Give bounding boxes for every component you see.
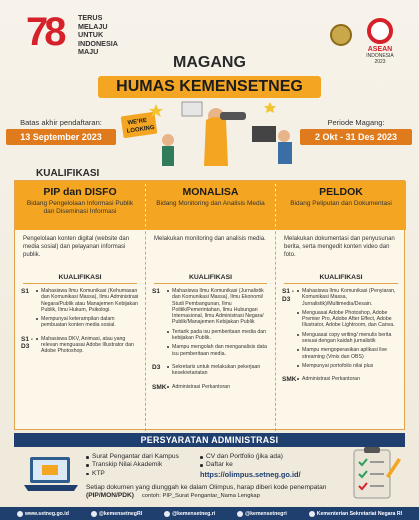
footer-text: @kemensetneg.ri bbox=[172, 510, 216, 517]
column-name: PIP dan DISFO bbox=[43, 186, 117, 198]
column-desc: Melakukan dokumentasi dan penyusunan berita, serta mengedit konten video dan foto. bbox=[284, 236, 395, 258]
olimpus-link[interactable]: https://olimpus.setneg.go.id/ bbox=[200, 469, 301, 479]
twitter-icon bbox=[91, 511, 97, 517]
level-label: S1 - D3 bbox=[282, 288, 294, 303]
asean-title: ASEAN bbox=[367, 46, 393, 53]
footer-text: Kementerian Sekretariat Negara RI bbox=[316, 510, 403, 517]
note-code: (PIP/MON/PDK) bbox=[86, 492, 134, 499]
list-item: Mahasiswa Ilmu Komunikasi (Penyiaran, Komunikasi Massa, Jurnalistik)/Multimedia/Desain. bbox=[296, 288, 400, 307]
footer-tiktok[interactable] bbox=[237, 511, 287, 517]
sign-text: WE'RE bbox=[127, 117, 148, 127]
upload-note bbox=[86, 484, 341, 500]
footer-instagram[interactable] bbox=[164, 511, 215, 517]
list-item: Mahasiswa Ilmu Komunikasi (Jurnalistik dan Komunikasi Massa), Ilmu Ekonomi/ Studi Pembangunan, Ilmu Politik/Pemerintahan, Ilmu Hubungan Internasional, Ilmu Administrasi Negara/ Publik/Manajemen Kebijakan Publik bbox=[166, 288, 269, 326]
footer-text: @kemensetnegRI bbox=[98, 510, 143, 517]
list-item: Administrasi Perkantoran bbox=[166, 384, 269, 390]
deadline-value: 13 September 2023 bbox=[6, 129, 116, 145]
asean-year: 2023 bbox=[374, 59, 386, 65]
deadline-label: Batas akhir pendaftaran: bbox=[20, 118, 102, 127]
list-item: Mampu mengoperasikan aplikasi live streaming (Vmix dan OBS) bbox=[296, 347, 400, 360]
column-pip-disfo bbox=[15, 181, 146, 431]
requirement-item: CV dan Portfolio (jika ada) bbox=[200, 453, 301, 461]
person-head-icon bbox=[278, 130, 290, 142]
deadline bbox=[6, 118, 116, 145]
level-block bbox=[146, 380, 275, 393]
column-header bbox=[276, 181, 406, 230]
column-sub: Bidang Monitoring dan Analisis Media bbox=[156, 200, 265, 207]
column-name: PELDOK bbox=[319, 186, 363, 198]
column-sub: Bidang Peliputan dan Dokumentasi bbox=[290, 200, 392, 207]
footer-bar bbox=[0, 507, 419, 520]
sign-text: LOOKING bbox=[126, 124, 155, 135]
tiktok-icon bbox=[237, 511, 243, 517]
column-header bbox=[15, 181, 145, 230]
period-value: 2 Okt - 31 Des 2023 bbox=[300, 129, 412, 145]
list-item: Mempunyai portofolio nilai plus bbox=[296, 363, 400, 369]
requirement-item: KTP bbox=[86, 470, 179, 478]
level-label: D3 bbox=[152, 363, 161, 371]
persyaratan-heading: PERSYARATAN ADMINISTRASI bbox=[14, 433, 405, 447]
footer-twitter[interactable] bbox=[91, 511, 142, 517]
kualifikasi-heading: KUALIFIKASI bbox=[36, 168, 100, 179]
period bbox=[300, 118, 412, 145]
list-item: Mahasiswa DKV, Animasi, atau yang relevan menguasai Adobe Illustrator dan Adobe Photoshop. bbox=[35, 336, 139, 355]
list-item: Tertarik pada isu pemberitaan media dan kebijakan Publik. bbox=[166, 329, 269, 342]
garuda-emblem-icon bbox=[330, 24, 352, 46]
column-name: MONALISA bbox=[182, 186, 239, 198]
requirements-left bbox=[86, 453, 179, 478]
period-label: Periode Magang: bbox=[327, 118, 385, 127]
star-icon bbox=[264, 102, 276, 113]
person-body-icon bbox=[162, 146, 174, 166]
level-block bbox=[276, 372, 406, 385]
level-label: S1 bbox=[21, 288, 29, 295]
tagline-line: UNTUK bbox=[78, 30, 104, 40]
requirement-item: Transkip Nilai Akademik bbox=[86, 461, 179, 469]
requirements-right bbox=[200, 453, 301, 479]
list-item: Mahasiswa Ilmu Komunikasi (Kehumasan dan Komunikasi Massa), Ilmu Administrasi Negara/Publik atau Manajemen Kebijakan Publik, Ilmu Hukum, Psikologi. bbox=[35, 288, 139, 313]
column-header bbox=[146, 181, 275, 230]
list-item: Menguasai Adobe Photoshop, Adobe Premier Pro, Adobe After Effect, Adobe Illustrator, Adobe Lightroom, dan Canva. bbox=[296, 310, 400, 329]
level-block bbox=[15, 332, 145, 358]
level-label: S1 - D3 bbox=[21, 335, 33, 351]
checklist-clipboard-icon bbox=[340, 446, 402, 502]
binoculars-icon bbox=[220, 112, 246, 120]
list-item: Mempunyai keterampilan dalam pembuatan konten media sosial. bbox=[35, 316, 139, 329]
person-body-icon bbox=[204, 117, 228, 166]
column-monalisa bbox=[146, 181, 276, 431]
list-item: Mampu mengolah dan menganalisis data isu pemberitaan media. bbox=[166, 344, 269, 357]
kualifikasi-grid bbox=[14, 180, 405, 430]
requirement-item: Daftar ke bbox=[200, 461, 301, 469]
column-sub: Bidang Pengelolaan Informasi Publik dan Diseminasi Informasi bbox=[26, 200, 134, 215]
globe-icon bbox=[17, 511, 23, 517]
person-body-icon bbox=[278, 142, 292, 164]
logo-78: 78 bbox=[26, 10, 63, 54]
instagram-icon bbox=[164, 511, 170, 517]
tagline-line: INDONESIA bbox=[78, 38, 118, 48]
level-label: S1 bbox=[152, 288, 160, 295]
monitor-icon bbox=[252, 126, 276, 142]
person-head-icon bbox=[162, 134, 174, 146]
column-peldok bbox=[276, 181, 406, 431]
laptop-icon bbox=[22, 451, 80, 499]
list-item: Administrasi Perkantoran bbox=[296, 376, 400, 382]
title-humas: HUMAS KEMENSETNEG bbox=[98, 76, 321, 98]
tagline-line: MAJU bbox=[78, 47, 99, 57]
list-item: Sekretaris untuk melakukan pekerjaan kesekretariatan bbox=[166, 364, 269, 377]
title-magang: MAGANG bbox=[173, 54, 246, 71]
column-desc: Melakukan monitoring dan analisis media. bbox=[154, 236, 266, 242]
tagline bbox=[78, 14, 148, 57]
footer-text: @kemensetnegri bbox=[245, 510, 287, 517]
level-block bbox=[146, 360, 275, 380]
kualifikasi-subheading: KUALIFIKASI bbox=[154, 274, 267, 284]
level-label: SMK bbox=[282, 376, 297, 384]
kualifikasi-subheading: KUALIFIKASI bbox=[284, 274, 398, 284]
asean-ring-icon bbox=[367, 18, 393, 44]
note-text: Setiap dokumen yang diunggah ke dalam Olimpus, harap diberi kode penempatan bbox=[86, 484, 327, 491]
column-desc: Pengelolaan konten digital (website dan media sosial) dan pelayanan informasi publik. bbox=[23, 236, 130, 258]
level-block bbox=[276, 284, 406, 372]
level-label: SMK bbox=[152, 383, 167, 391]
requirement-item: Surat Pengantar dari Kampus bbox=[86, 453, 179, 461]
list-item: Menguasai copy writing/ menulis berita sesuai dengan kaidah jurnalistik bbox=[296, 332, 400, 345]
footer-youtube[interactable] bbox=[309, 511, 402, 517]
level-block bbox=[15, 284, 145, 332]
footer-website[interactable] bbox=[17, 511, 69, 517]
tagline-line: MELAJU bbox=[78, 21, 108, 31]
footer-text: www.setneg.go.id bbox=[24, 510, 69, 517]
team-illustration bbox=[120, 100, 300, 166]
kualifikasi-subheading: KUALIFIKASI bbox=[23, 274, 137, 284]
level-block bbox=[146, 284, 275, 360]
note-example: contoh: PIP_Surat Pengantar_Nama Lengkap bbox=[141, 493, 260, 499]
asean-sub: INDONESIA bbox=[366, 53, 394, 59]
youtube-icon bbox=[309, 511, 315, 517]
tagline-line: TERUS bbox=[78, 13, 103, 22]
window-panel-icon bbox=[182, 102, 202, 116]
